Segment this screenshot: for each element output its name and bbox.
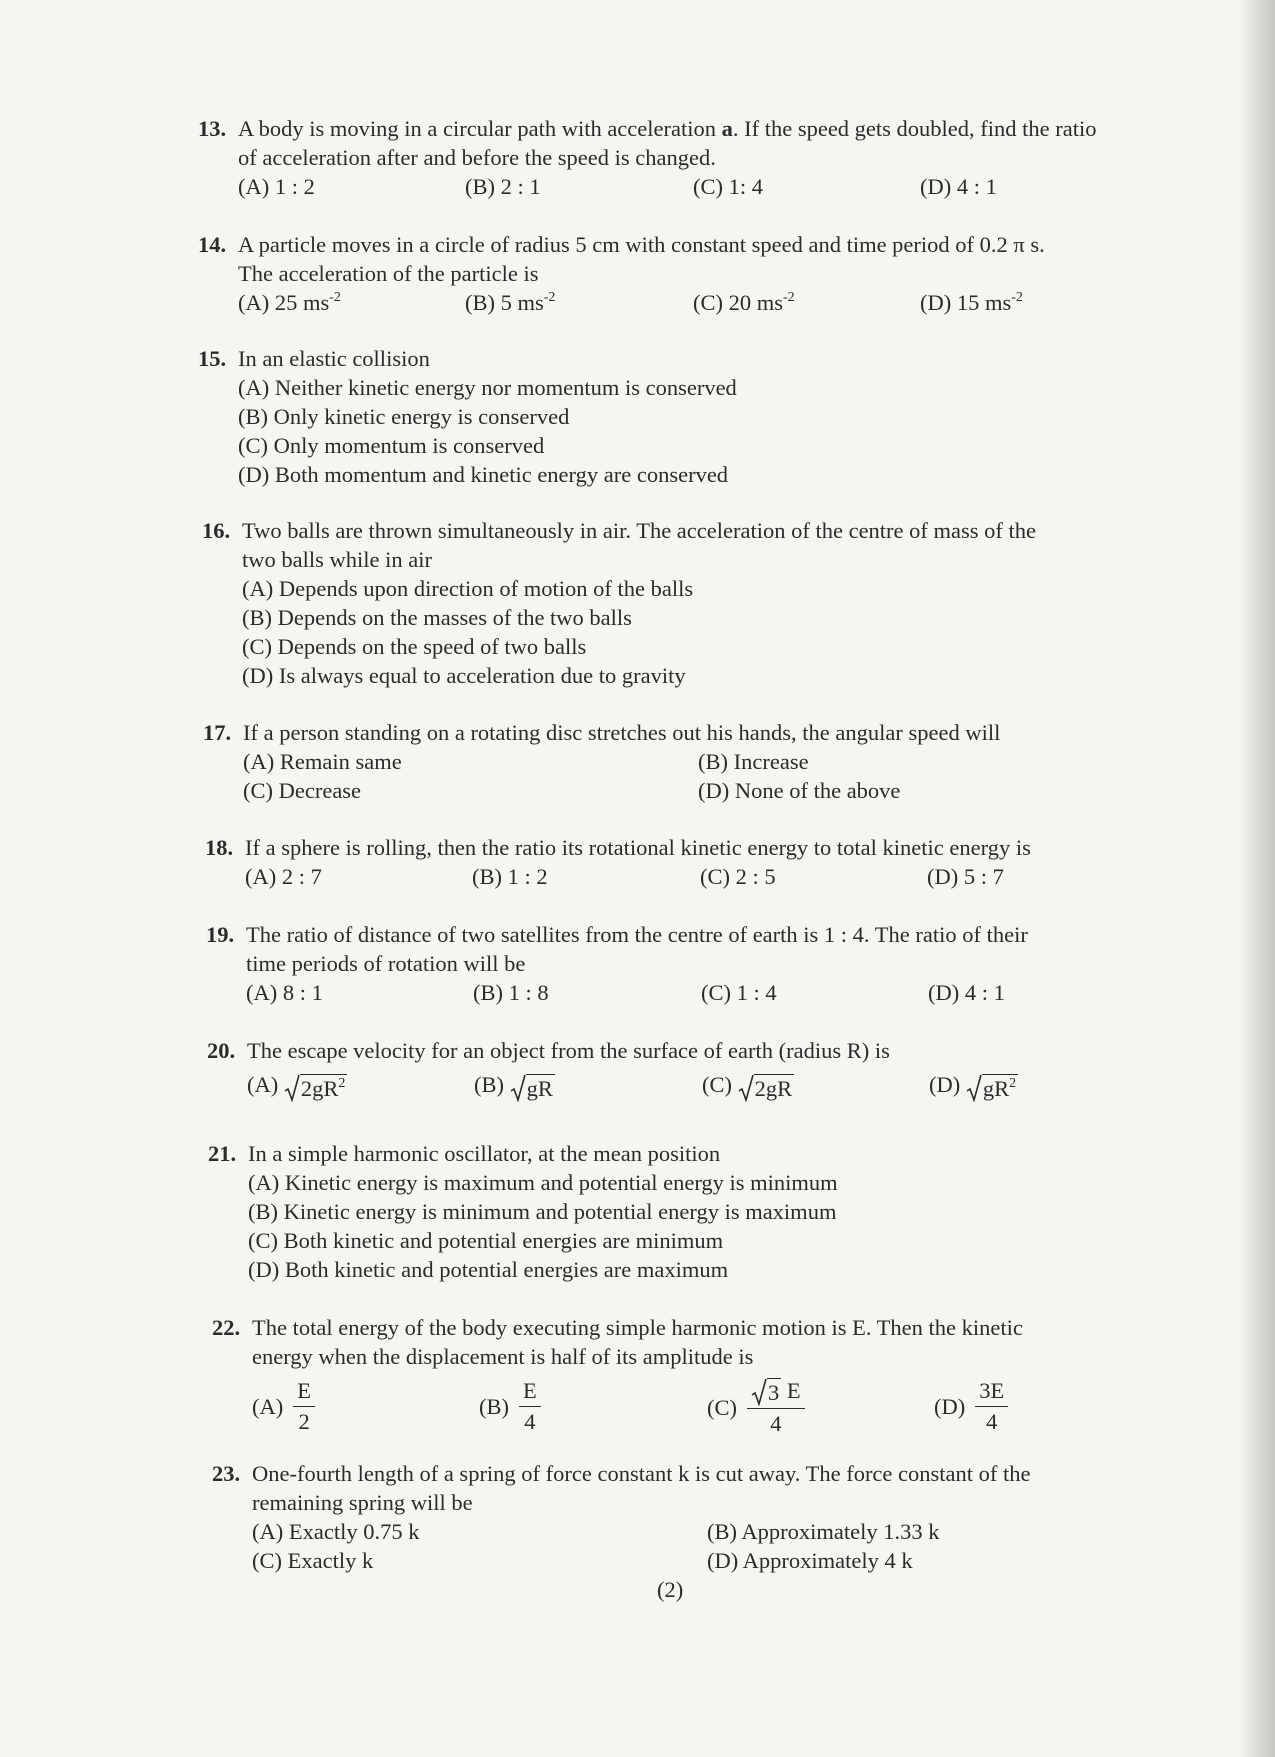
question-21 — [208, 1139, 1108, 1284]
option-c: (C) Only momentum is conserved — [238, 433, 545, 458]
question-stem — [198, 344, 1098, 373]
option-a: (A) $\frac{E}{2}$ — [252, 1378, 315, 1435]
options-list — [208, 1168, 1108, 1284]
option-c: (C) $\frac{3 E}{4}$ — [707, 1378, 805, 1437]
question-stem — [212, 1459, 1112, 1488]
question-stem — [206, 920, 1106, 949]
option-d: (D) 4 : 1 — [920, 174, 997, 199]
question-stem — [208, 1139, 1108, 1168]
question-stem — [203, 718, 1103, 747]
stem-text: energy when the displacement is half of its amplitude is — [252, 1344, 754, 1369]
stem-text: A body is moving in a circular path with acceleration — [238, 116, 722, 141]
option-b: (B) Approximately 1.33 k — [707, 1519, 940, 1544]
question-14 — [198, 230, 1138, 317]
option-d: (D) Both momentum and kinetic energy are conserved — [238, 462, 729, 487]
question-stem — [212, 1313, 1112, 1342]
option-a: (A) Kinetic energy is maximum and potential energy is minimum — [248, 1170, 838, 1195]
question-number: 16. — [202, 518, 231, 543]
option-d: (D) 4 : 1 — [928, 980, 1005, 1005]
options-list — [202, 574, 1102, 690]
stem-text: In an elastic collision — [238, 346, 430, 371]
stem-text: A particle moves in a circle of radius 5 cm with constant speed and time period of 0.2 π s. — [238, 232, 1045, 257]
option-b: (B) Only kinetic energy is conserved — [238, 404, 570, 429]
question-number: 23. — [212, 1461, 241, 1486]
stem-text: If a person standing on a rotating disc stretches out his hands, the angular speed will — [243, 720, 1001, 745]
question-number: 22. — [212, 1315, 241, 1340]
options-grid — [212, 1517, 1152, 1575]
option-a: (A) Remain same — [243, 749, 402, 774]
option-b: (B) Kinetic energy is minimum and potential energy is maximum — [248, 1199, 837, 1224]
question-number: 15. — [198, 346, 227, 371]
question-23 — [212, 1459, 1152, 1575]
stem-text: The total energy of the body executing simple harmonic motion is E. Then the kinetic — [252, 1315, 1023, 1340]
question-number: 17. — [203, 720, 232, 745]
option-c: (C) 20 $ms^{-2}$ — [693, 290, 795, 315]
option-b: (B) gR — [474, 1072, 553, 1101]
option-a: (A) 25 $ms^{-2}$ — [238, 290, 341, 315]
question-13 — [198, 114, 1098, 172]
option-d: (D) None of the above — [698, 778, 901, 803]
stem-text: In a simple harmonic oscillator, at the mean position — [248, 1141, 721, 1166]
stem-text: two balls while in air — [242, 547, 432, 572]
option-a: (A) Exactly 0.75 k — [252, 1519, 420, 1544]
stem-text: One-fourth length of a spring of force constant k is cut away. The force constant of the — [252, 1461, 1031, 1486]
question-17 — [203, 718, 1143, 805]
option-b: (B) Increase — [698, 749, 809, 774]
stem-text: The acceleration of the particle is — [238, 261, 539, 286]
option-d: (D) Is always equal to acceleration due to gravity — [242, 663, 686, 688]
question-number: 19. — [206, 922, 235, 947]
question-stem — [198, 114, 1098, 172]
stem-symbol: a — [721, 116, 733, 141]
option-d: (D) $\frac{3E}{4}$ — [934, 1378, 1008, 1435]
option-c: (C) Decrease — [243, 778, 362, 803]
option-c: (C) 2gR — [702, 1072, 793, 1101]
question-20-options — [207, 1070, 1107, 1104]
question-stem — [198, 230, 1098, 259]
stem-text: The ratio of distance of two satellites from the centre of earth is 1 : 4. The ratio of their — [246, 922, 1028, 947]
stem-text: The escape velocity for an object from the surface of earth (radius R) is — [247, 1038, 890, 1063]
option-c: (C) Exactly k — [252, 1548, 374, 1573]
option-a: (A) 2 : 7 — [245, 864, 322, 889]
option-c: (C) 1: 4 — [693, 174, 763, 199]
question-number: 20. — [207, 1038, 236, 1063]
option-d: (D) $gR^2$ — [929, 1072, 1017, 1101]
page-number: (2) — [657, 1577, 684, 1602]
question-stem — [205, 833, 1105, 862]
radical-icon: 3 — [751, 1378, 781, 1406]
question-18 — [205, 833, 1145, 891]
option-d: (D) Approximately 4 k — [707, 1548, 913, 1573]
radical-icon: $2gR^2$ — [284, 1074, 348, 1103]
question-19 — [206, 920, 1146, 1007]
option-a: (A) $2gR^2$ — [247, 1072, 346, 1101]
stem-text: . If the speed gets doubled, find the ratio of acceleration after and before the speed is changed. — [238, 116, 1097, 170]
option-c: (C) 1 : 4 — [701, 980, 777, 1005]
question-13-options — [198, 172, 1098, 201]
question-16 — [202, 516, 1102, 690]
question-number: 18. — [205, 835, 234, 860]
option-b: (B) 5 $ms^{-2}$ — [465, 290, 556, 315]
option-b: (B) Depends on the masses of the two balls — [242, 605, 632, 630]
option-b: (B) 2 : 1 — [465, 174, 541, 199]
question-22 — [212, 1313, 1112, 1371]
radical-icon: $gR^2$ — [966, 1074, 1018, 1103]
option-b: (B) 1 : 2 — [472, 864, 548, 889]
radical-icon: gR — [510, 1074, 555, 1103]
question-22-options — [212, 1378, 1112, 1440]
option-c: (C) Depends on the speed of two balls — [242, 634, 587, 659]
stem-text: time periods of rotation will be — [246, 951, 526, 976]
question-number: 14. — [198, 232, 227, 257]
option-d: (D) Both kinetic and potential energies are maximum — [248, 1257, 729, 1282]
options-grid — [203, 747, 1143, 805]
question-number: 13. — [198, 116, 227, 141]
question-number: 21. — [208, 1141, 237, 1166]
question-20 — [207, 1036, 1107, 1065]
question-15 — [198, 344, 1098, 489]
option-c: (C) Both kinetic and potential energies are minimum — [248, 1228, 724, 1253]
question-stem — [207, 1036, 1107, 1065]
option-a: (A) Depends upon direction of motion of the balls — [242, 576, 694, 601]
question-stem — [202, 516, 1102, 545]
option-d: (D) 5 : 7 — [927, 864, 1004, 889]
stem-text: If a sphere is rolling, then the ratio its rotational kinetic energy to total kinetic energy is — [245, 835, 1031, 860]
stem-text: remaining spring will be — [252, 1490, 473, 1515]
option-a: (A) 1 : 2 — [238, 174, 315, 199]
options-list — [198, 373, 1098, 489]
option-c: (C) 2 : 5 — [700, 864, 776, 889]
option-b: (B) 1 : 8 — [473, 980, 549, 1005]
option-a: (A) Neither kinetic energy nor momentum is conserved — [238, 375, 737, 400]
option-d: (D) 15 $ms^{-2}$ — [920, 290, 1023, 315]
option-a: (A) 8 : 1 — [246, 980, 323, 1005]
option-b: (B) $\frac{E}{4}$ — [479, 1378, 541, 1435]
page-edge-shadow — [1239, 0, 1275, 1757]
radical-icon: 2gR — [738, 1074, 795, 1103]
stem-text: Two balls are thrown simultaneously in air. The acceleration of the centre of mass of the — [242, 518, 1037, 543]
